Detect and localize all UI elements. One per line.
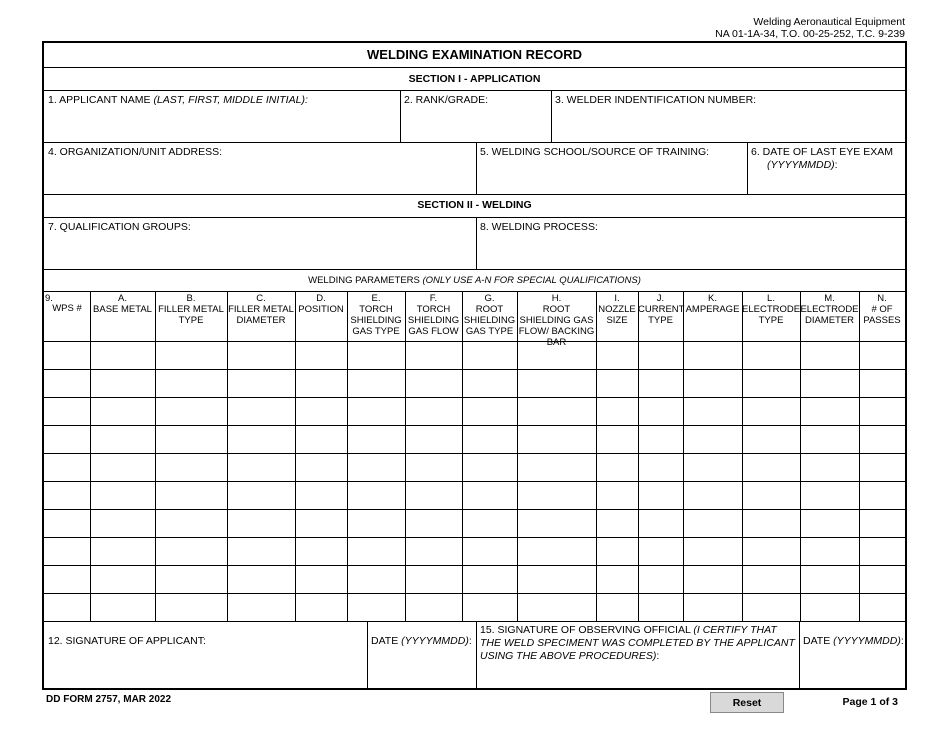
table-cell-input[interactable] bbox=[156, 538, 226, 564]
field-4-label: 4. ORGANIZATION/UNIT ADDRESS: bbox=[48, 146, 223, 158]
table-row bbox=[44, 509, 905, 537]
table-cell-input[interactable] bbox=[156, 426, 226, 452]
observer-signature-field[interactable] bbox=[480, 663, 795, 689]
table-cell-input[interactable] bbox=[348, 566, 404, 592]
table-cell-input[interactable] bbox=[156, 370, 226, 396]
table-cell-input[interactable] bbox=[463, 454, 516, 480]
table-cell-input[interactable] bbox=[518, 538, 595, 564]
table-cell-input[interactable] bbox=[156, 594, 226, 620]
column-letter: D. bbox=[316, 293, 326, 304]
table-cell-input[interactable] bbox=[639, 510, 682, 536]
table-cell-input[interactable] bbox=[860, 594, 904, 620]
table-cell-input[interactable] bbox=[156, 342, 226, 368]
table-cell-input[interactable] bbox=[228, 370, 294, 396]
table-cell-input[interactable] bbox=[801, 566, 858, 592]
table-cell-input[interactable] bbox=[228, 398, 294, 424]
table-cell-input[interactable] bbox=[228, 342, 294, 368]
table-cell-input[interactable] bbox=[860, 426, 904, 452]
table-cell-input[interactable] bbox=[801, 510, 858, 536]
table-cell-input[interactable] bbox=[684, 454, 741, 480]
table-cell-input[interactable] bbox=[743, 594, 799, 620]
table-cell-input[interactable] bbox=[684, 510, 741, 536]
column-letter: F. bbox=[429, 293, 438, 304]
table-cell-input[interactable] bbox=[801, 538, 858, 564]
header-line-2: NA 01-1A-34, T.O. 00-25-252, T.C. 9-239 bbox=[715, 28, 905, 40]
field-15-label: 15. SIGNATURE OF OBSERVING OFFICIAL (I CERTIFY THAT THE WELD SPECIMENT WAS COMPLETED BY THE APPLICANT USING THE ABOVE PROCEDURES): bbox=[480, 624, 795, 662]
table-cell-input[interactable] bbox=[463, 398, 516, 424]
table-cell-input[interactable] bbox=[463, 426, 516, 452]
field-9-number: 9. bbox=[45, 293, 53, 304]
table-cell-input[interactable] bbox=[45, 454, 89, 480]
page-number: Page 1 of 3 bbox=[842, 696, 898, 708]
table-cell-input[interactable] bbox=[801, 398, 858, 424]
column-header-8 bbox=[517, 293, 596, 348]
table-cell-input[interactable] bbox=[348, 510, 404, 536]
table-cell-input[interactable] bbox=[639, 538, 682, 564]
column-name: AMPERAGE bbox=[685, 304, 740, 315]
table-cell-input[interactable] bbox=[45, 370, 89, 396]
column-header-14 bbox=[859, 293, 905, 326]
table-cell-input[interactable] bbox=[296, 426, 346, 452]
column-name: ELECTRODE TYPE bbox=[742, 304, 801, 326]
table-cell-input[interactable] bbox=[597, 426, 637, 452]
table-cell-input[interactable] bbox=[518, 342, 595, 368]
table-cell-input[interactable] bbox=[463, 594, 516, 620]
column-name: BASE METAL bbox=[93, 304, 152, 315]
column-name: POSITION bbox=[298, 304, 344, 315]
welder-id-input[interactable] bbox=[555, 111, 900, 141]
table-cell-input[interactable] bbox=[463, 370, 516, 396]
table-cell-input[interactable] bbox=[228, 594, 294, 620]
table-cell-input[interactable] bbox=[684, 482, 741, 508]
field-12-label: 12. SIGNATURE OF APPLICANT: bbox=[48, 635, 206, 647]
table-cell-input[interactable] bbox=[860, 398, 904, 424]
column-name: # OF PASSES bbox=[863, 304, 901, 326]
table-cell-input[interactable] bbox=[743, 510, 799, 536]
table-cell-input[interactable] bbox=[743, 538, 799, 564]
table-cell-input[interactable] bbox=[743, 342, 799, 368]
table-cell-input[interactable] bbox=[801, 342, 858, 368]
table-cell-input[interactable] bbox=[91, 426, 154, 452]
applicant-date-input[interactable] bbox=[371, 649, 473, 689]
table-cell-input[interactable] bbox=[91, 538, 154, 564]
column-letter: G. bbox=[484, 293, 495, 304]
table-cell-input[interactable] bbox=[406, 370, 461, 396]
welding-examination-form bbox=[42, 41, 907, 690]
table-cell-input[interactable] bbox=[348, 426, 404, 452]
column-letter: B. bbox=[186, 293, 196, 304]
table-cell-input[interactable] bbox=[45, 426, 89, 452]
table-cell-input[interactable] bbox=[463, 538, 516, 564]
table-cell-input[interactable] bbox=[91, 482, 154, 508]
table-cell-input[interactable] bbox=[463, 482, 516, 508]
table-row bbox=[44, 369, 905, 397]
column-header-11 bbox=[683, 293, 742, 315]
table-cell-input[interactable] bbox=[518, 398, 595, 424]
table-cell-input[interactable] bbox=[296, 342, 346, 368]
table-cell-input[interactable] bbox=[228, 566, 294, 592]
column-header-7 bbox=[462, 293, 517, 337]
table-cell-input[interactable] bbox=[45, 510, 89, 536]
rank-grade-input[interactable] bbox=[404, 111, 549, 141]
table-cell-input[interactable] bbox=[743, 454, 799, 480]
table-cell-input[interactable] bbox=[860, 566, 904, 592]
column-header-4 bbox=[295, 293, 347, 315]
table-cell-input[interactable] bbox=[228, 510, 294, 536]
table-cell-input[interactable] bbox=[296, 594, 346, 620]
table-cell-input[interactable] bbox=[639, 342, 682, 368]
form-title: WELDING EXAMINATION RECORD bbox=[367, 47, 582, 62]
column-name: NOZZLE SIZE bbox=[598, 304, 636, 326]
column-letter: C. bbox=[256, 293, 266, 304]
table-cell-input[interactable] bbox=[156, 566, 226, 592]
table-cell-input[interactable] bbox=[296, 566, 346, 592]
table-cell-input[interactable] bbox=[743, 566, 799, 592]
applicant-signature-field[interactable] bbox=[48, 649, 363, 689]
table-cell-input[interactable] bbox=[228, 482, 294, 508]
table-cell-input[interactable] bbox=[801, 482, 858, 508]
column-name: ROOT SHIELDING GAS TYPE bbox=[463, 304, 516, 337]
table-cell-input[interactable] bbox=[639, 566, 682, 592]
form-reference-header bbox=[715, 16, 905, 40]
table-cell-input[interactable] bbox=[45, 538, 89, 564]
table-cell-input[interactable] bbox=[743, 426, 799, 452]
table-cell-input[interactable] bbox=[406, 594, 461, 620]
column-letter: J. bbox=[656, 293, 665, 304]
field-1-label: 1. APPLICANT NAME (LAST, FIRST, MIDDLE INITIAL): bbox=[48, 94, 308, 106]
table-cell-input[interactable] bbox=[348, 482, 404, 508]
column-letter: I. bbox=[614, 293, 620, 304]
table-cell-input[interactable] bbox=[45, 342, 89, 368]
table-cell-input[interactable] bbox=[406, 510, 461, 536]
table-cell-input[interactable] bbox=[684, 594, 741, 620]
table-cell-input[interactable] bbox=[348, 398, 404, 424]
table-cell-input[interactable] bbox=[597, 566, 637, 592]
table-cell-input[interactable] bbox=[348, 370, 404, 396]
table-cell-input[interactable] bbox=[156, 482, 226, 508]
table-cell-input[interactable] bbox=[684, 426, 741, 452]
training-source-input[interactable] bbox=[480, 163, 745, 193]
table-cell-input[interactable] bbox=[801, 594, 858, 620]
table-cell-input[interactable] bbox=[639, 454, 682, 480]
table-cell-input[interactable] bbox=[518, 426, 595, 452]
column-name: TORCH SHIELDING GAS FLOW bbox=[407, 304, 460, 337]
column-name: CURRENT TYPE bbox=[638, 304, 685, 326]
table-row bbox=[44, 537, 905, 565]
field-2-label: 2. RANK/GRADE: bbox=[404, 94, 489, 106]
table-cell-input[interactable] bbox=[639, 398, 682, 424]
table-cell-input[interactable] bbox=[860, 370, 904, 396]
section-1-heading: SECTION I - APPLICATION bbox=[408, 73, 541, 85]
table-cell-input[interactable] bbox=[860, 510, 904, 536]
column-letter: M. bbox=[824, 293, 835, 304]
table-row bbox=[44, 341, 905, 369]
table-cell-input[interactable] bbox=[463, 510, 516, 536]
table-cell-input[interactable] bbox=[518, 594, 595, 620]
table-cell-input[interactable] bbox=[801, 426, 858, 452]
qualification-groups-input[interactable] bbox=[48, 238, 473, 268]
table-cell-input[interactable] bbox=[597, 482, 637, 508]
table-cell-input[interactable] bbox=[597, 370, 637, 396]
table-cell-input[interactable] bbox=[801, 454, 858, 480]
table-cell-input[interactable] bbox=[597, 454, 637, 480]
column-name: FILLER METAL DIAMETER bbox=[228, 304, 294, 326]
table-cell-input[interactable] bbox=[801, 370, 858, 396]
column-name: WPS # bbox=[52, 303, 82, 314]
table-cell-input[interactable] bbox=[684, 342, 741, 368]
table-cell-input[interactable] bbox=[296, 370, 346, 396]
section-2-heading: SECTION II - WELDING bbox=[417, 199, 532, 211]
table-cell-input[interactable] bbox=[860, 454, 904, 480]
column-header-9 bbox=[596, 293, 638, 326]
form-identifier: DD FORM 2757, MAR 2022 bbox=[46, 694, 172, 705]
reset-button[interactable]: Reset bbox=[710, 692, 784, 713]
field-3-label: 3. WELDER INDENTIFICATION NUMBER: bbox=[555, 94, 757, 106]
table-cell-input[interactable] bbox=[639, 370, 682, 396]
table-cell-input[interactable] bbox=[228, 426, 294, 452]
table-cell-input[interactable] bbox=[684, 538, 741, 564]
table-cell-input[interactable] bbox=[348, 594, 404, 620]
column-name: ROOT SHIELDING GAS FLOW/ BACKING BAR bbox=[518, 304, 595, 348]
table-cell-input[interactable] bbox=[91, 370, 154, 396]
column-header-0 bbox=[44, 303, 90, 314]
table-cell-input[interactable] bbox=[597, 594, 637, 620]
column-header-3 bbox=[227, 293, 295, 326]
table-cell-input[interactable] bbox=[406, 538, 461, 564]
column-header-6 bbox=[405, 293, 462, 337]
table-cell-input[interactable] bbox=[518, 482, 595, 508]
table-cell-input[interactable] bbox=[348, 454, 404, 480]
column-name: FILLER METAL TYPE bbox=[158, 304, 224, 326]
table-cell-input[interactable] bbox=[597, 398, 637, 424]
table-cell-input[interactable] bbox=[406, 454, 461, 480]
table-cell-input[interactable] bbox=[860, 342, 904, 368]
table-cell-input[interactable] bbox=[228, 454, 294, 480]
table-cell-input[interactable] bbox=[743, 482, 799, 508]
table-cell-input[interactable] bbox=[597, 538, 637, 564]
column-header-10 bbox=[638, 293, 683, 326]
table-cell-input[interactable] bbox=[684, 370, 741, 396]
table-cell-input[interactable] bbox=[684, 566, 741, 592]
column-name: TORCH SHIELDING GAS TYPE bbox=[350, 304, 402, 337]
column-header-5 bbox=[347, 293, 405, 337]
table-cell-input[interactable] bbox=[296, 482, 346, 508]
field-5-label: 5. WELDING SCHOOL/SOURCE OF TRAINING: bbox=[480, 146, 710, 158]
table-cell-input[interactable] bbox=[518, 510, 595, 536]
table-cell-input[interactable] bbox=[45, 566, 89, 592]
table-cell-input[interactable] bbox=[639, 426, 682, 452]
table-cell-input[interactable] bbox=[45, 482, 89, 508]
column-letter: H. bbox=[551, 293, 562, 304]
table-cell-input[interactable] bbox=[518, 370, 595, 396]
table-cell-input[interactable] bbox=[463, 342, 516, 368]
welding-process-input[interactable] bbox=[480, 238, 900, 268]
column-letter: N. bbox=[877, 293, 887, 304]
table-cell-input[interactable] bbox=[684, 398, 741, 424]
table-cell-input[interactable] bbox=[860, 482, 904, 508]
observer-date-label: DATE (YYYYMMDD): bbox=[803, 635, 904, 647]
welding-parameters-heading: WELDING PARAMETERS (ONLY USE A-N FOR SPECIAL QUALIFICATIONS) bbox=[308, 275, 641, 286]
table-cell-input[interactable] bbox=[743, 398, 799, 424]
table-cell-input[interactable] bbox=[296, 454, 346, 480]
column-header-13 bbox=[800, 293, 859, 326]
table-cell-input[interactable] bbox=[639, 594, 682, 620]
field-7-label: 7. QUALIFICATION GROUPS: bbox=[48, 221, 191, 233]
table-cell-input[interactable] bbox=[156, 510, 226, 536]
table-cell-input[interactable] bbox=[406, 398, 461, 424]
table-cell-input[interactable] bbox=[91, 594, 154, 620]
table-cell-input[interactable] bbox=[597, 342, 637, 368]
table-cell-input[interactable] bbox=[348, 538, 404, 564]
table-cell-input[interactable] bbox=[518, 566, 595, 592]
column-letter: L. bbox=[767, 293, 775, 304]
table-cell-input[interactable] bbox=[743, 370, 799, 396]
table-cell-input[interactable] bbox=[406, 426, 461, 452]
table-cell-input[interactable] bbox=[91, 454, 154, 480]
table-cell-input[interactable] bbox=[860, 538, 904, 564]
applicant-name-input[interactable] bbox=[48, 111, 398, 141]
table-cell-input[interactable] bbox=[348, 342, 404, 368]
column-letter: E. bbox=[371, 293, 381, 304]
table-cell-input[interactable] bbox=[639, 482, 682, 508]
table-cell-input[interactable] bbox=[518, 454, 595, 480]
table-row bbox=[44, 565, 905, 593]
table-cell-input[interactable] bbox=[406, 482, 461, 508]
table-cell-input[interactable] bbox=[228, 538, 294, 564]
field-8-label: 8. WELDING PROCESS: bbox=[480, 221, 598, 233]
table-cell-input[interactable] bbox=[91, 342, 154, 368]
observer-date-input[interactable] bbox=[803, 649, 901, 689]
column-letter: K. bbox=[708, 293, 717, 304]
table-row bbox=[44, 397, 905, 425]
table-cell-input[interactable] bbox=[91, 510, 154, 536]
column-header-12 bbox=[742, 293, 800, 326]
table-row bbox=[44, 425, 905, 453]
table-cell-input[interactable] bbox=[406, 566, 461, 592]
column-header-1 bbox=[90, 293, 155, 315]
applicant-date-label: DATE (YYYYMMDD): bbox=[371, 635, 472, 647]
table-row bbox=[44, 593, 905, 621]
table-cell-input[interactable] bbox=[463, 566, 516, 592]
table-cell-input[interactable] bbox=[406, 342, 461, 368]
column-letter: A. bbox=[118, 293, 127, 304]
table-cell-input[interactable] bbox=[45, 398, 89, 424]
table-cell-input[interactable] bbox=[91, 398, 154, 424]
table-cell-input[interactable] bbox=[156, 398, 226, 424]
table-cell-input[interactable] bbox=[296, 398, 346, 424]
table-cell-input[interactable] bbox=[156, 454, 226, 480]
field-6-label: 6. DATE OF LAST EYE EXAM (YYYYMMDD): bbox=[751, 146, 893, 171]
header-line-1: Welding Aeronautical Equipment bbox=[753, 16, 905, 28]
table-cell-input[interactable] bbox=[296, 538, 346, 564]
column-name: ELECTRODE DIAMETER bbox=[800, 304, 859, 326]
table-cell-input[interactable] bbox=[296, 510, 346, 536]
org-address-input[interactable] bbox=[48, 163, 473, 193]
table-cell-input[interactable] bbox=[45, 594, 89, 620]
table-row bbox=[44, 453, 905, 481]
table-cell-input[interactable] bbox=[91, 566, 154, 592]
table-row bbox=[44, 481, 905, 509]
table-cell-input[interactable] bbox=[597, 510, 637, 536]
column-header-2 bbox=[155, 293, 227, 326]
